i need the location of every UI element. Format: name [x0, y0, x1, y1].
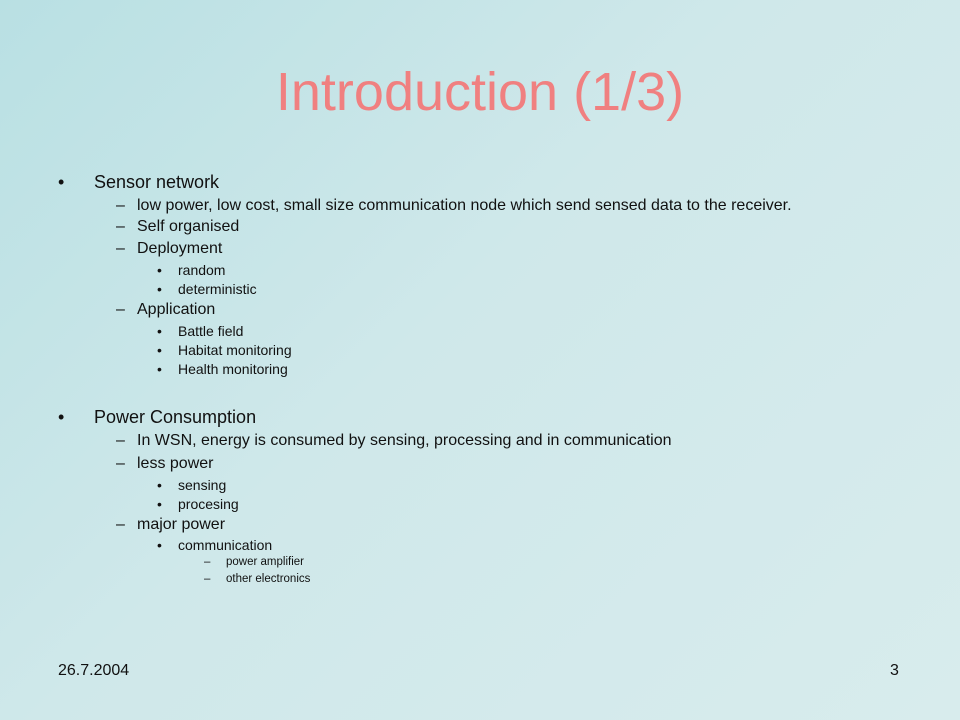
- page-number: 3: [890, 662, 899, 679]
- list-item: In WSN, energy is consumed by sensing, processing and in communication: [137, 432, 672, 449]
- list-item: Self organised: [137, 218, 240, 235]
- bullet-l2: –: [116, 455, 125, 472]
- list-item: other electronics: [226, 573, 311, 585]
- list-item: Deployment: [137, 240, 223, 257]
- list-item: major power: [137, 516, 226, 533]
- list-item: less power: [137, 455, 214, 472]
- bullet-l4: –: [204, 556, 211, 568]
- bullet-l2: –: [116, 516, 125, 533]
- list-item: Habitat monitoring: [178, 342, 292, 358]
- list-item: deterministic: [178, 281, 257, 297]
- list-item: power amplifier: [226, 556, 304, 568]
- section-heading-power-consumption: Power Consumption: [94, 407, 257, 427]
- bullet-l3: •: [157, 281, 162, 297]
- list-item: Battle field: [178, 323, 244, 339]
- bullet-l3: •: [157, 496, 162, 512]
- list-item: random: [178, 262, 226, 278]
- bullet-l1: •: [58, 172, 65, 192]
- list-item: procesing: [178, 496, 239, 512]
- list-item: communication: [178, 537, 273, 553]
- list-item: sensing: [178, 477, 227, 493]
- bullet-l4: –: [204, 573, 211, 585]
- bullet-l3: •: [157, 323, 162, 339]
- bullet-l2: –: [116, 197, 125, 214]
- list-item: Application: [137, 301, 216, 318]
- bullet-l2: –: [116, 240, 125, 257]
- bullet-l2: –: [116, 301, 125, 318]
- bullet-l3: •: [157, 477, 162, 493]
- list-item: low power, low cost, small size communication node which send sensed data to the receiver.: [137, 197, 792, 214]
- section-heading-sensor-network: Sensor network: [94, 172, 220, 192]
- bullet-l2: –: [116, 218, 125, 235]
- footer-date: 26.7.2004: [58, 662, 130, 679]
- bullet-l1: •: [58, 407, 65, 427]
- bullet-l3: •: [157, 537, 162, 553]
- bullet-l3: •: [157, 342, 162, 358]
- slide-title: Introduction (1/3): [275, 62, 685, 122]
- bullet-l2: –: [116, 432, 125, 449]
- bullet-l3: •: [157, 361, 162, 377]
- bullet-l3: •: [157, 262, 162, 278]
- list-item: Health monitoring: [178, 361, 288, 377]
